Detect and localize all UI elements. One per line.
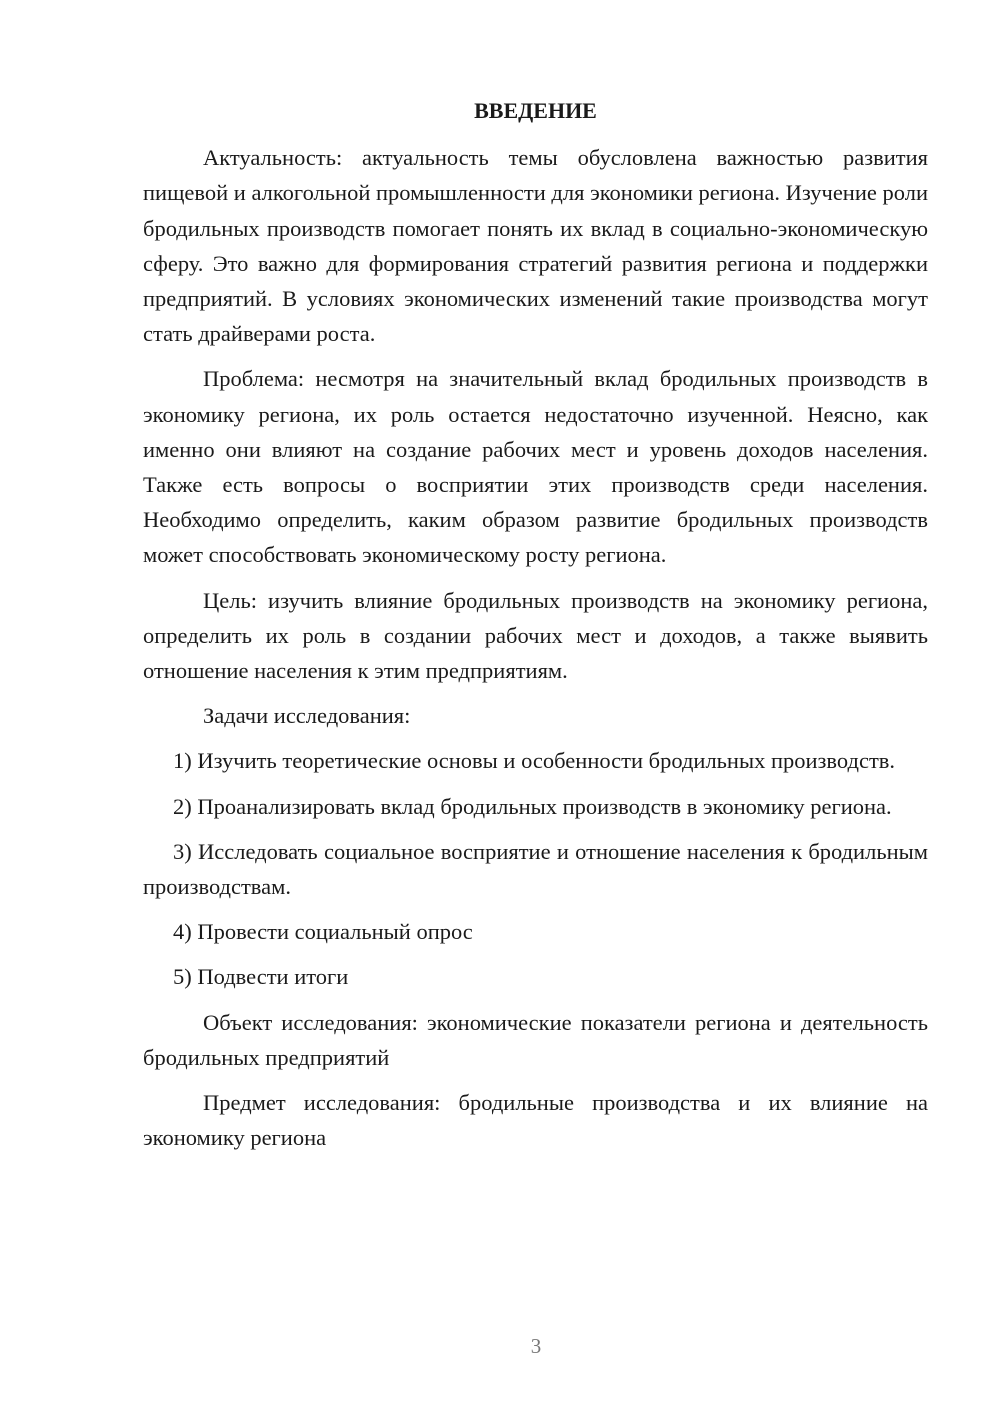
task-item-3: 3) Исследовать социальное восприятие и отношение населения к бродильным производствам.	[143, 838, 928, 900]
task-item-5: 5) Подвести итоги	[173, 964, 349, 990]
paragraph-tasks-heading: Задачи исследования:	[203, 703, 411, 729]
paragraph-object: Объект исследования: экономические показатели региона и деятельность бродильных предприятий	[143, 1009, 928, 1070]
page-number: 3	[530, 1334, 542, 1358]
paragraph-subject: Предмет исследования: бродильные производства и их влияние на экономику региона	[143, 1090, 928, 1151]
section-title: ВВЕДЕНИЕ	[474, 98, 597, 123]
task-item-4: 4) Провести социальный опрос	[173, 919, 473, 945]
paragraph-goal: Цель: изучить влияние бродильных производств на экономику региона, определить их роль в создании рабочих мест и доходов, а также выявить отношение населения к этим предприятиям.	[143, 587, 928, 684]
paragraph-problem: Проблема: несмотря на значительный вклад бродильных производств в экономику региона, их роль остается недостаточно изученной. Неясно, как именно они влияют на создание рабочих мест и уровень доходов населения. Также есть вопросы о восприятии этих производств среди населения. Необходимо определить, каким образом развитие бродильных производств может способствовать экономическому росту региона.	[143, 366, 928, 568]
paragraph-relevance: Актуальность: актуальность темы обусловлена важностью развития пищевой и алкогольной промышленности для экономики региона. Изучение роли бродильных производств помогает понять их вклад в социально-экономическую сферу. Это важно для формирования стратегий развития региона и поддержки предприятий. В условиях экономических изменений такие производства могут стать драйверами роста.	[143, 145, 928, 347]
task-item-2: 2) Проанализировать вклад бродильных производств в экономику региона.	[173, 793, 892, 819]
task-item-1: 1) Изучить теоретические основы и особенности бродильных производств.	[173, 748, 896, 774]
document-body	[143, 93, 928, 1165]
